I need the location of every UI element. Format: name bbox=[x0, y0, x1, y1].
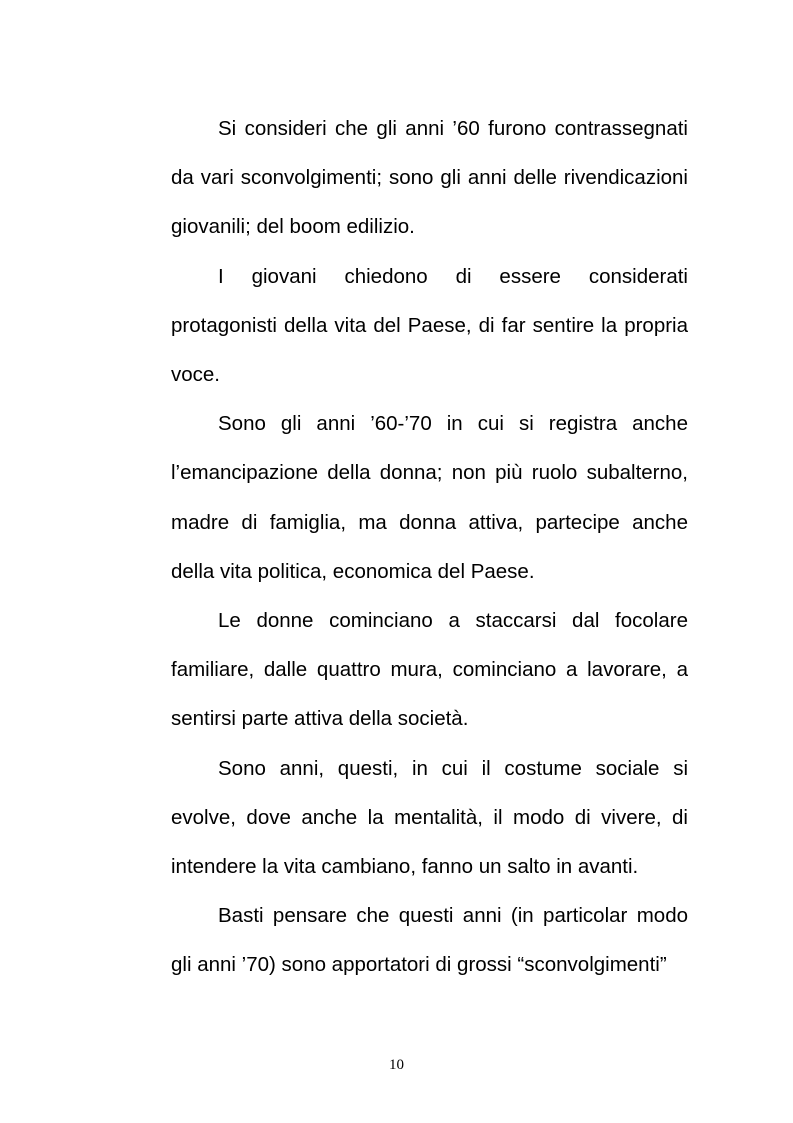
paragraph: Si consideri che gli anni ’60 furono contrassegnati da vari sconvolgimenti; sono gli anni delle rivendicazioni giovanili; del boom edilizio. bbox=[171, 117, 688, 239]
paragraph: I giovani chiedono di essere considerati protagonisti della vita del Paese, di far sentire la propria voce. bbox=[171, 264, 688, 387]
paragraph: Le donne cominciano a staccarsi dal focolare familiare, dalle quattro mura, cominciano a lavorare, a sentirsi parte attiva della società. bbox=[171, 609, 688, 731]
paragraph: Basti pensare che questi anni (in particolar modo gli anni ’70) sono apportatori di grossi “sconvolgimenti” bbox=[171, 904, 688, 977]
paragraph: Sono gli anni ’60-’70 in cui si registra anche l’emancipazione della donna; non più ruolo subalterno, madre di famiglia, ma donna attiva, partecipe anche della vita politica, economica del Paese. bbox=[171, 412, 688, 583]
page-number: 10 bbox=[389, 1057, 404, 1073]
paragraph: Sono anni, questi, in cui il costume sociale si evolve, dove anche la mentalità, il modo di vivere, di intendere la vita cambiano, fanno un salto in avanti. bbox=[171, 756, 688, 879]
body-text bbox=[171, 104, 688, 990]
